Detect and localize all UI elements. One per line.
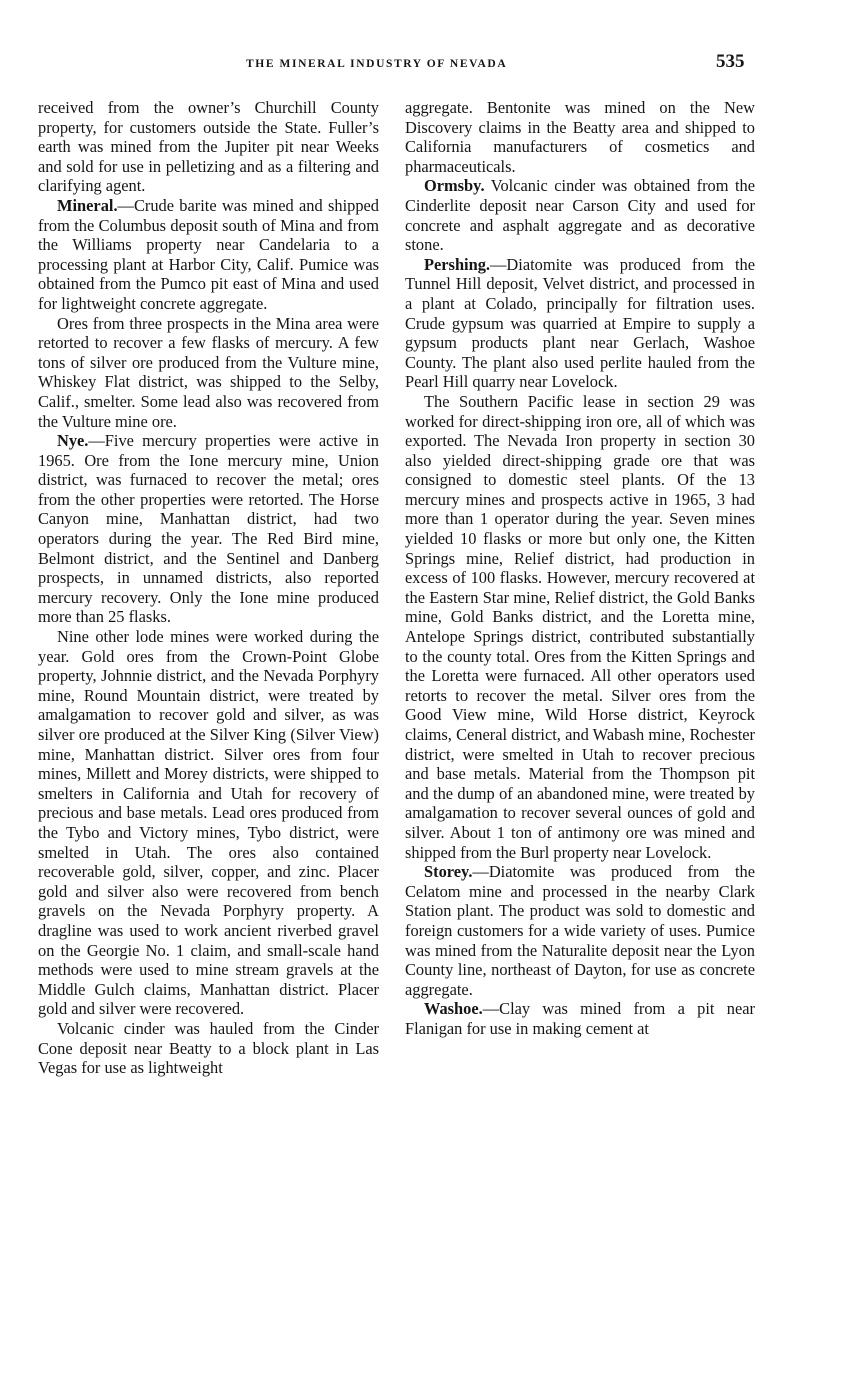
- paragraph-pershing: Pershing.—Diatomite was produced from the Tunnel Hill deposit, Velvet district, and processed in a plant at Colado, principally for filtration uses. Crude gypsum was quarried at Empire to supply a gypsum products plant near Gerlach, Washoe County. The plant also used perlite hauled from the Pearl Hill quarry near Lovelock.: [405, 254, 755, 392]
- paragraph: received from the owner’s Churchill County property, for customers outside the State. Fuller’s earth was mined from the Jupiter pit near Weeks and sold for use in pelletizing and as a filtering and clarifying agent.: [38, 98, 379, 196]
- county-heading: Mineral.: [57, 195, 118, 215]
- paragraph-washoe: Washoe.—Clay was mined from a pit near Flanigan for use in making cement at: [405, 999, 755, 1038]
- running-header: THE MINERAL INDUSTRY OF NEVADA: [246, 58, 508, 70]
- paragraph-storey: Storey.—Diatomite was produced from the Celatom mine and processed in the nearby Clark Station plant. The product was sold to domestic and foreign customers for a wide variety of uses. Pumice was mined from the Naturalite deposit near the Lyon County line, northeast of Dayton, for use as concrete aggregate.: [405, 862, 755, 999]
- county-heading: Pershing.: [424, 254, 491, 274]
- county-heading: Nye.: [57, 431, 89, 451]
- paragraph-mineral: Mineral.—Crude barite was mined and shipped from the Columbus deposit south of Mina and from the Williams property near Candelaria to a processing plant at Harbor City, Calif. Pumice was obtained from the Pumco pit east of Mina and used for lightweight concrete aggregate.: [38, 195, 379, 313]
- page-number: 535: [716, 51, 745, 72]
- paragraph-ormsby: Ormsby. Volcanic cinder was obtained from the Cinderlite deposit near Carson City and used for concrete and asphalt aggregate and as decorative stone.: [405, 176, 755, 255]
- paragraph: The Southern Pacific lease in section 29 was worked for direct-shipping iron ore, all of which was exported. The Nevada Iron property in section 30 also yielded direct-shipping grade ore that was consigned to domestic steel plants. Of the 13 mercury mines and prospects active in 1965, 3 had more than 1 operator during the year. Seven mines yielded 10 flasks or more but only one, the Kitten Springs mine, Relief district, had production in excess of 100 flasks. However, mercury recovered at the Eastern Star mine, Relief district, the Gold Banks mine, Gold Banks district, and the Loretta mine, Antelope Springs district, contributed substantially to the county total. Ores from the Kitten Springs and the Loretta were furnaced. All other operators used retorts to recover the metal. Silver ores from the Good View mine, Wild Horse district, Keyrock claims, Ceneral district, and Wabash mine, Rochester district, were smelted in Utah to recover precious and base metals. Material from the Thompson pit and the dump of an abandoned mine, were treated by amalgamation to recover several ounces of gold and silver. About 1 ton of antimony ore was mined and shipped from the Burl property near Lovelock.: [405, 391, 755, 862]
- paragraph-nye: Nye.—Five mercury properties were active in 1965. Ore from the Ione mercury mine, Union district, was furnaced to recover the metal; ores from the other properties were retorted. The Horse Canyon mine, Manhattan district, had two operators during the year. The Red Bird mine, Belmont district, and the Sentinel and Danberg prospects, in unnamed districts, also reported mercury recovery. Only the Ione mine produced more than 25 flasks.: [38, 431, 379, 627]
- paragraph: aggregate. Bentonite was mined on the New Discovery claims in the Beatty area and shipped to California manufacturers of cosmetics and pharmaceuticals.: [405, 98, 755, 176]
- county-heading: Storey.: [424, 862, 473, 882]
- paragraph: Nine other lode mines were worked during the year. Gold ores from the Crown-Point Globe property, Johnnie district, and the Nevada Porphyry mine, Round Mountain district, were treated by amalgamation to recover gold and silver, as was silver ore produced at the Silver King (Silver View) mine, Manhattan district. Silver ores from four mines, Millett and Morey districts, were shipped to smelters in California and Utah for recovery of precious and base metals. Lead ores produced from the Tybo and Victory mines, Tybo district, were smelted in Utah. The ores also contained recoverable gold, silver, copper, and zinc. Placer gold and silver also were recovered from bench gravels on the Nevada Porphyry property. A dragline was used to work ancient riverbed gravel on the Georgie No. 1 claim, and small-scale hand methods were used to mine stream gravels at the Middle Gulch claims, Manhattan district. Placer gold and silver were recovered.: [38, 627, 379, 1019]
- paragraph: Ores from three prospects in the Mina area were retorted to recover a few flasks of mercury. A few tons of silver ore produced from the Vulture mine, Whiskey Flat district, was shipped to the Selby, Calif., smelter. Some lead also was recovered from the Vulture mine ore.: [38, 313, 379, 431]
- county-heading: Ormsby.: [424, 176, 485, 196]
- left-column: [38, 98, 379, 1078]
- county-heading: Washoe.: [424, 999, 483, 1019]
- paragraph: Volcanic cinder was hauled from the Cinder Cone deposit near Beatty to a block plant in Las Vegas for use as lightweight: [38, 1018, 379, 1078]
- right-column: [405, 98, 755, 1039]
